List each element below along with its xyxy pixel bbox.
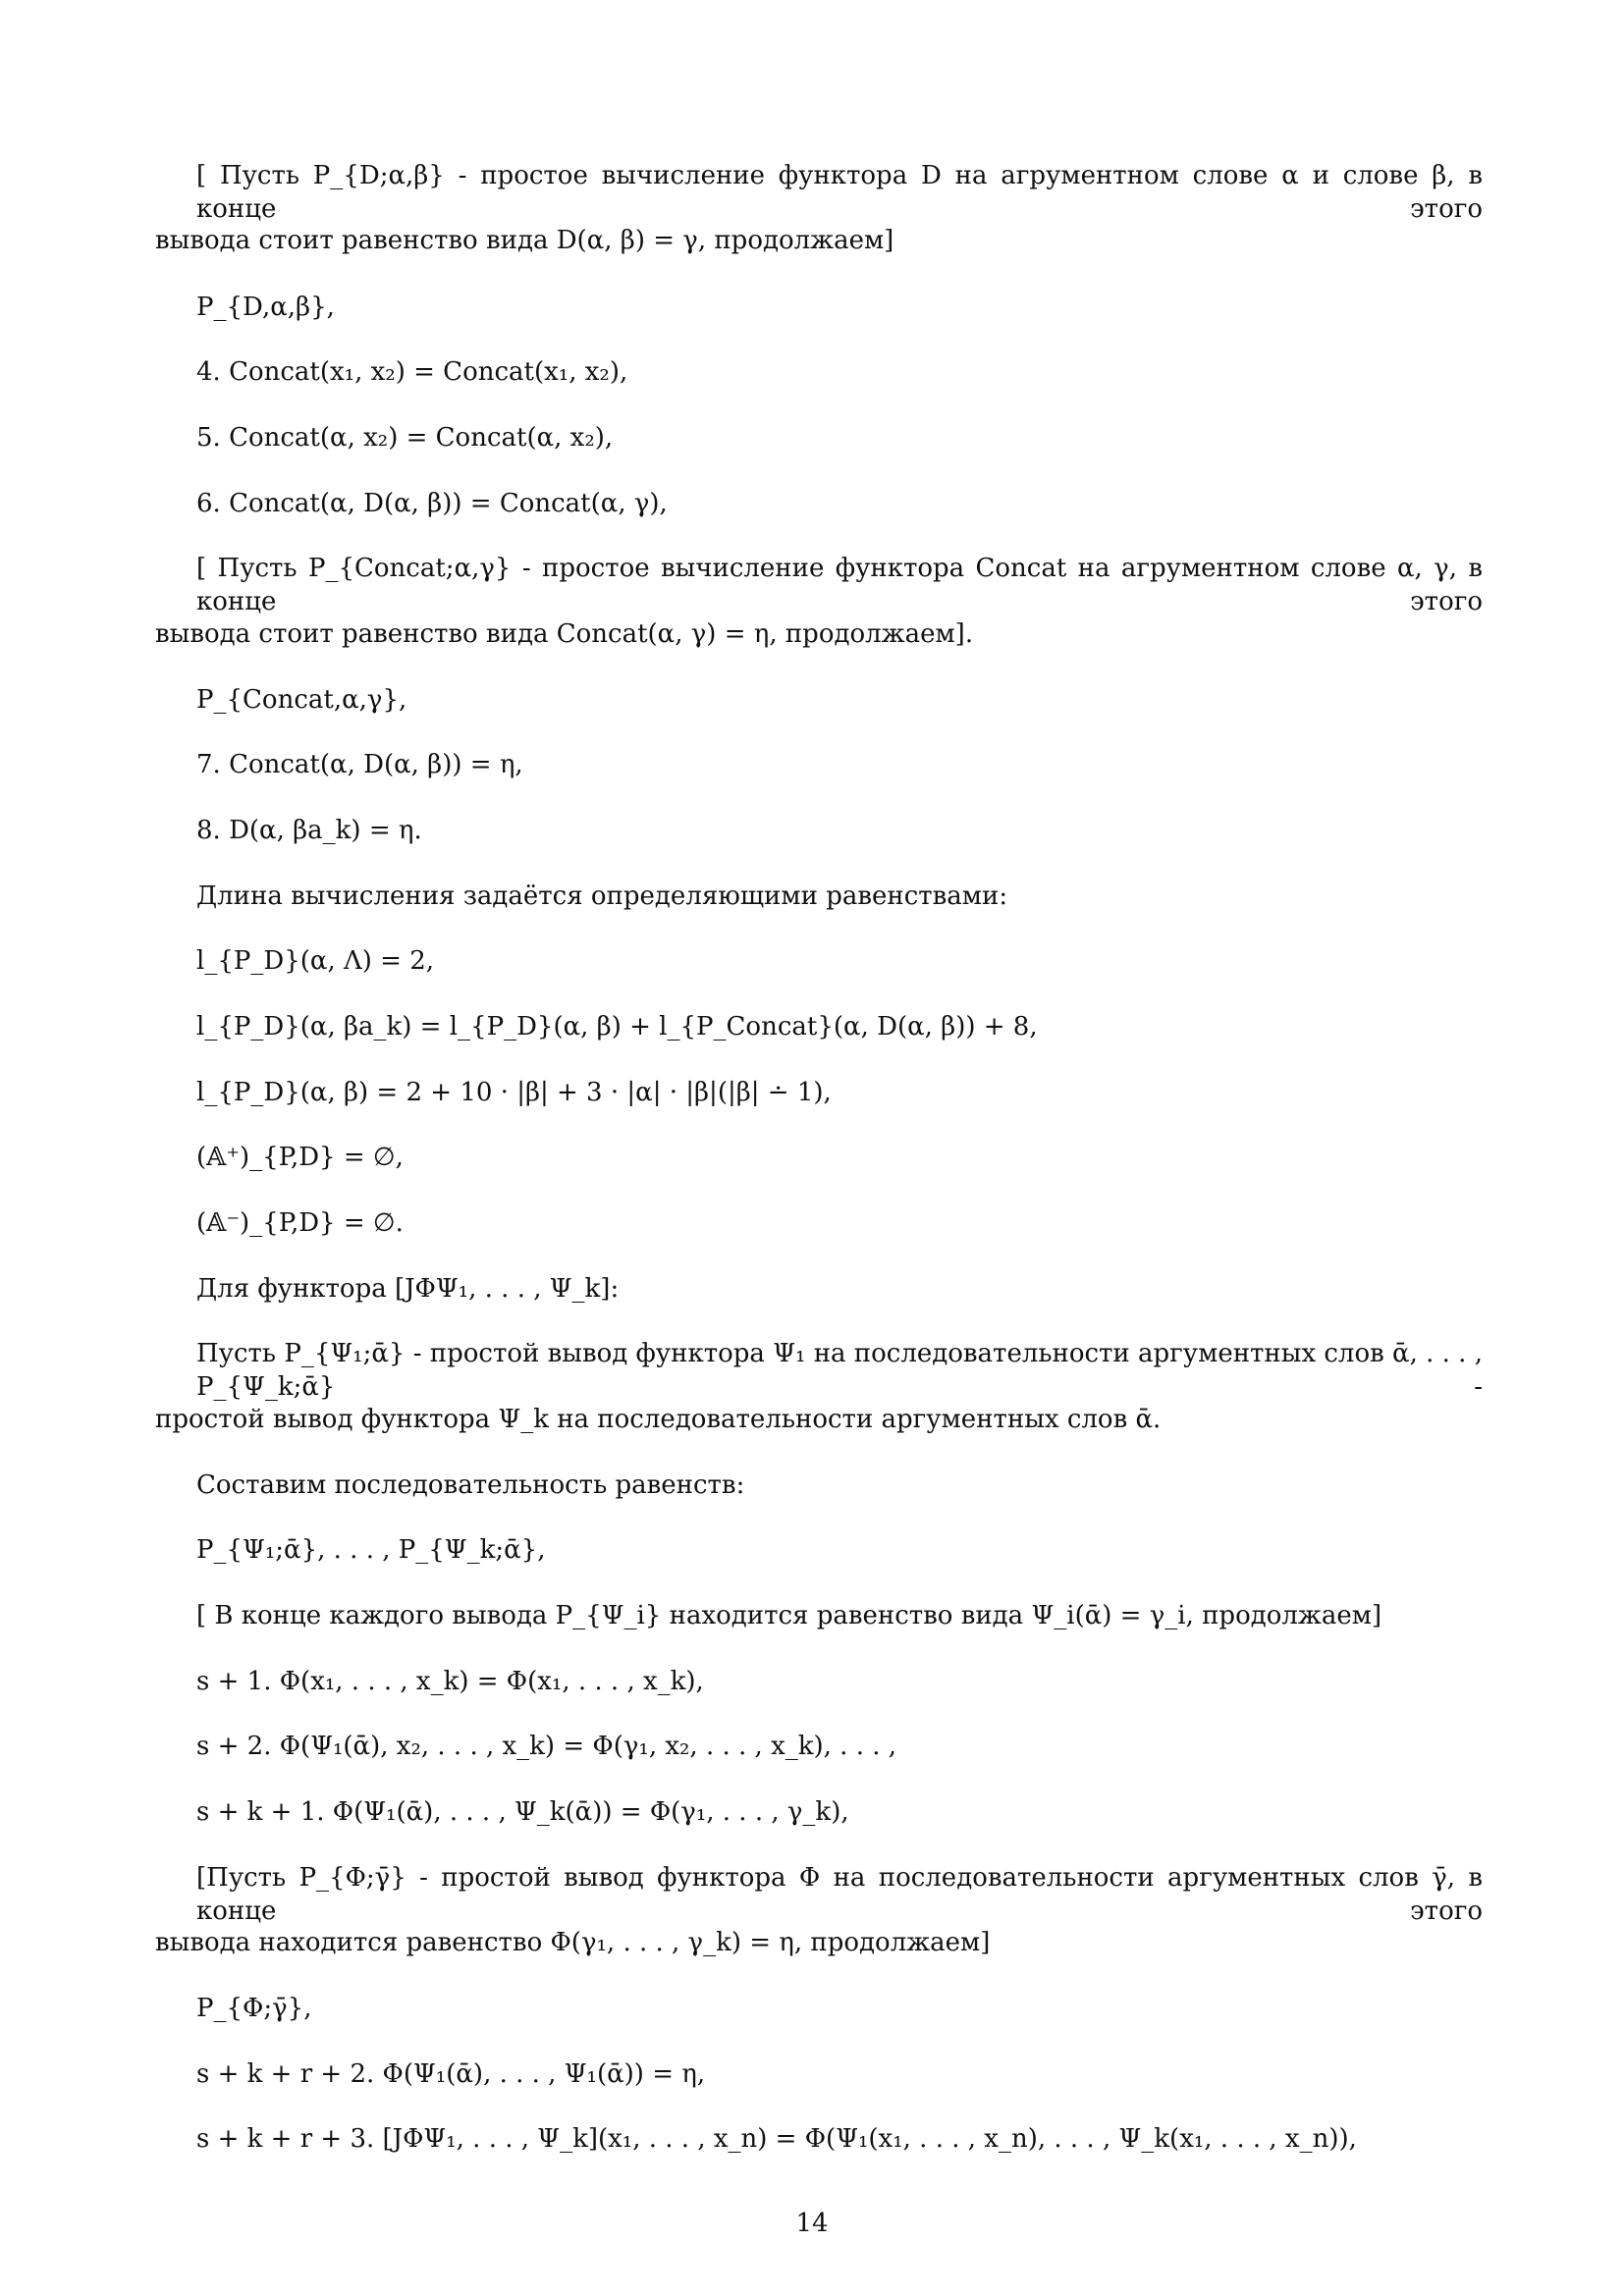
paragraph-line: [ Пусть P_{D;α,β} - простое вычисление функтора D на агрументном слове α и слове β, в конце этого xyxy=(196,161,1483,224)
formula-line: s + k + r + 3. [JΦΨ₁, . . . , Ψ_k](x₁, . . . , x_n) = Φ(Ψ₁(x₁, . . . , x_n), . . . , Ψ_k(x₁, . . . , x_n)), xyxy=(196,2124,1357,2154)
formula-line: 7. Concat(α, D(α, β)) = η, xyxy=(196,750,523,779)
paragraph-line: вывода стоит равенство вида D(α, β) = γ, продолжаем] xyxy=(155,226,894,255)
formula-line: P_{Φ;γ̄}, xyxy=(196,1994,312,2023)
formula-line: (𝔸⁻)_{P,D} = ∅. xyxy=(196,1208,404,1238)
formula-line: 8. D(α, βa_k) = η. xyxy=(196,816,422,845)
formula-line: P_{D,α,β}, xyxy=(196,293,335,322)
page-number: 14 xyxy=(795,2209,829,2238)
formula-line: l_{P_D}(α, Λ) = 2, xyxy=(196,946,435,976)
formula-line: 5. Concat(α, x₂) = Concat(α, x₂), xyxy=(196,423,614,453)
formula-line: 4. Concat(x₁, x₂) = Concat(x₁, x₂), xyxy=(196,357,628,387)
formula-line: l_{P_D}(α, β) = 2 + 10 · |β| + 3 · |α| · |β|(|β| ∸ 1), xyxy=(196,1078,832,1107)
paragraph-line: [ В конце каждого вывода P_{Ψ_i} находится равенство вида Ψ_i(ᾱ) = γ_i, продолжаем] xyxy=(196,1601,1382,1630)
paragraph-line: вывода стоит равенство вида Concat(α, γ) = η, продолжаем]. xyxy=(155,619,974,649)
paragraph-line: Для функтора [JΦΨ₁, . . . , Ψ_k]: xyxy=(196,1274,620,1304)
paragraph-line: [Пусть P_{Φ;γ̄} - простой вывод функтора Φ на последовательности аргументных слов γ̄, в конце этого xyxy=(196,1863,1483,1926)
formula-line: 6. Concat(α, D(α, β)) = Concat(α, γ), xyxy=(196,489,668,518)
formula-line: s + k + r + 2. Φ(Ψ₁(ᾱ), . . . , Ψ₁(ᾱ)) = η, xyxy=(196,2059,706,2089)
paragraph-line: Пусть P_{Ψ₁;ᾱ} - простой вывод функтора Ψ₁ на последовательности аргументных слов ᾱ, . . . , P_{Ψ_k;ᾱ} - xyxy=(196,1339,1483,1402)
paragraph-line: Составим последовательность равенств: xyxy=(196,1470,745,1500)
formula-line: P_{Ψ₁;ᾱ}, . . . , P_{Ψ_k;ᾱ}, xyxy=(196,1535,546,1565)
paragraph-line: [ Пусть P_{Concat;α,γ} - простое вычисление функтора Concat на агрументном слове α, γ, в конце этого xyxy=(196,554,1483,616)
formula-line: s + k + 1. Φ(Ψ₁(ᾱ), . . . , Ψ_k(ᾱ)) = Φ(γ₁, . . . , γ_k), xyxy=(196,1797,849,1827)
paragraph-line: простой вывод функтора Ψ_k на последовательности аргументных слов ᾱ. xyxy=(155,1405,1162,1434)
formula-line: s + 2. Φ(Ψ₁(ᾱ), x₂, . . . , x_k) = Φ(γ₁, x₂, . . . , x_k), . . . , xyxy=(196,1732,897,1761)
formula-line: (𝔸⁺)_{P,D} = ∅, xyxy=(196,1143,404,1172)
paragraph-line: Длина вычисления задаётся определяющими равенствами: xyxy=(196,881,1008,911)
formula-line: P_{Concat,α,γ}, xyxy=(196,685,407,715)
paragraph-line: вывода находится равенство Φ(γ₁, . . . , γ_k) = η, продолжаем] xyxy=(155,1928,991,1957)
formula-line: s + 1. Φ(x₁, . . . , x_k) = Φ(x₁, . . . , x_k), xyxy=(196,1667,704,1696)
formula-line: l_{P_D}(α, βa_k) = l_{P_D}(α, β) + l_{P_Concat}(α, D(α, β)) + 8, xyxy=(196,1012,1038,1041)
